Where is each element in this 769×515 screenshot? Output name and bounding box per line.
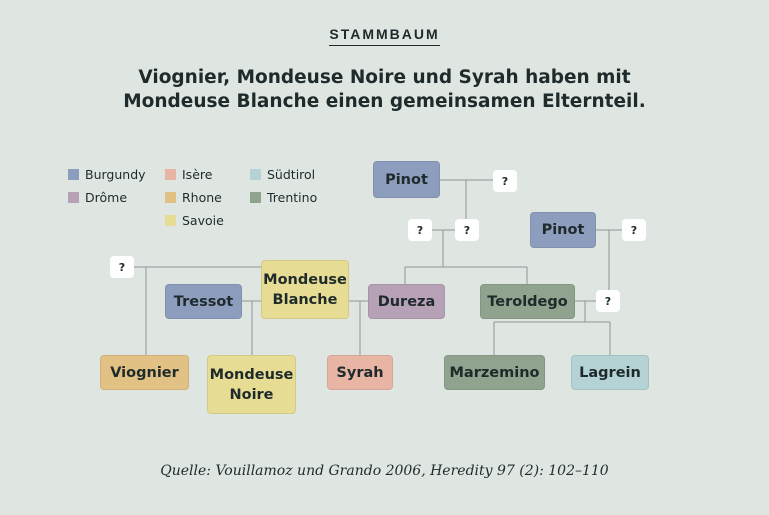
legend-label: Burgundy [85,167,146,182]
headline-line-2: Mondeuse Blanche einen gemeinsamen Elternteil. [123,91,646,112]
node-mondeuse-noire [207,355,296,414]
node-mondeuse-blanche [261,260,349,319]
node-tressot: Tressot [165,284,242,319]
node-teroldego: Teroldego [480,284,575,319]
node-label-line-1: Mondeuse [209,366,294,383]
node-label-line-2: Blanche [272,291,338,308]
unknown-parent-1: ? [493,170,517,192]
legend-label: Drôme [85,190,128,205]
legend-swatch [165,169,176,180]
legend-item-suedtirol [250,167,315,182]
source-citation: Quelle: Vouillamoz und Grando 2006, Heredity 97 (2): 102–110 [160,463,609,479]
headline-line-1: Viognier, Mondeuse Noire und Syrah haben mit [138,67,631,88]
node-label-line-2: Noire [229,386,274,403]
node-syrah: Syrah [327,355,393,390]
legend-label: Südtirol [267,167,316,182]
legend-item-trentino [250,190,317,205]
node-dureza: Dureza [368,284,445,319]
legend-label: Trentino [267,190,318,205]
unknown-parent-2: ? [408,219,432,241]
node-viognier: Viognier [100,355,189,390]
legend-item-savoie [165,213,224,228]
legend-swatch [68,192,79,203]
node-marzemino: Marzemino [444,355,545,390]
node-pinot-1: Pinot [373,161,440,198]
node-lagrein: Lagrein [571,355,649,390]
legend-item-isere [165,167,212,182]
legend-swatch [165,215,176,226]
unknown-parent-3: ? [455,219,479,241]
legend-swatch [68,169,79,180]
legend-item-rhone [165,190,222,205]
unknown-parent-4: ? [622,219,646,241]
legend-swatch [250,192,261,203]
legend-item-burgundy [68,167,146,182]
unknown-parent-6: ? [596,290,620,312]
node-pinot-2: Pinot [530,212,596,248]
legend-item-drome [68,190,127,205]
legend-label: Isère [182,167,213,182]
unknown-parent-5: ? [110,256,134,278]
legend-label: Rhone [182,190,222,205]
kicker-text: STAMMBAUM [329,26,439,46]
legend-swatch [165,192,176,203]
node-label-line-1: Mondeuse [263,271,347,288]
legend-swatch [250,169,261,180]
legend-label: Savoie [182,213,224,228]
